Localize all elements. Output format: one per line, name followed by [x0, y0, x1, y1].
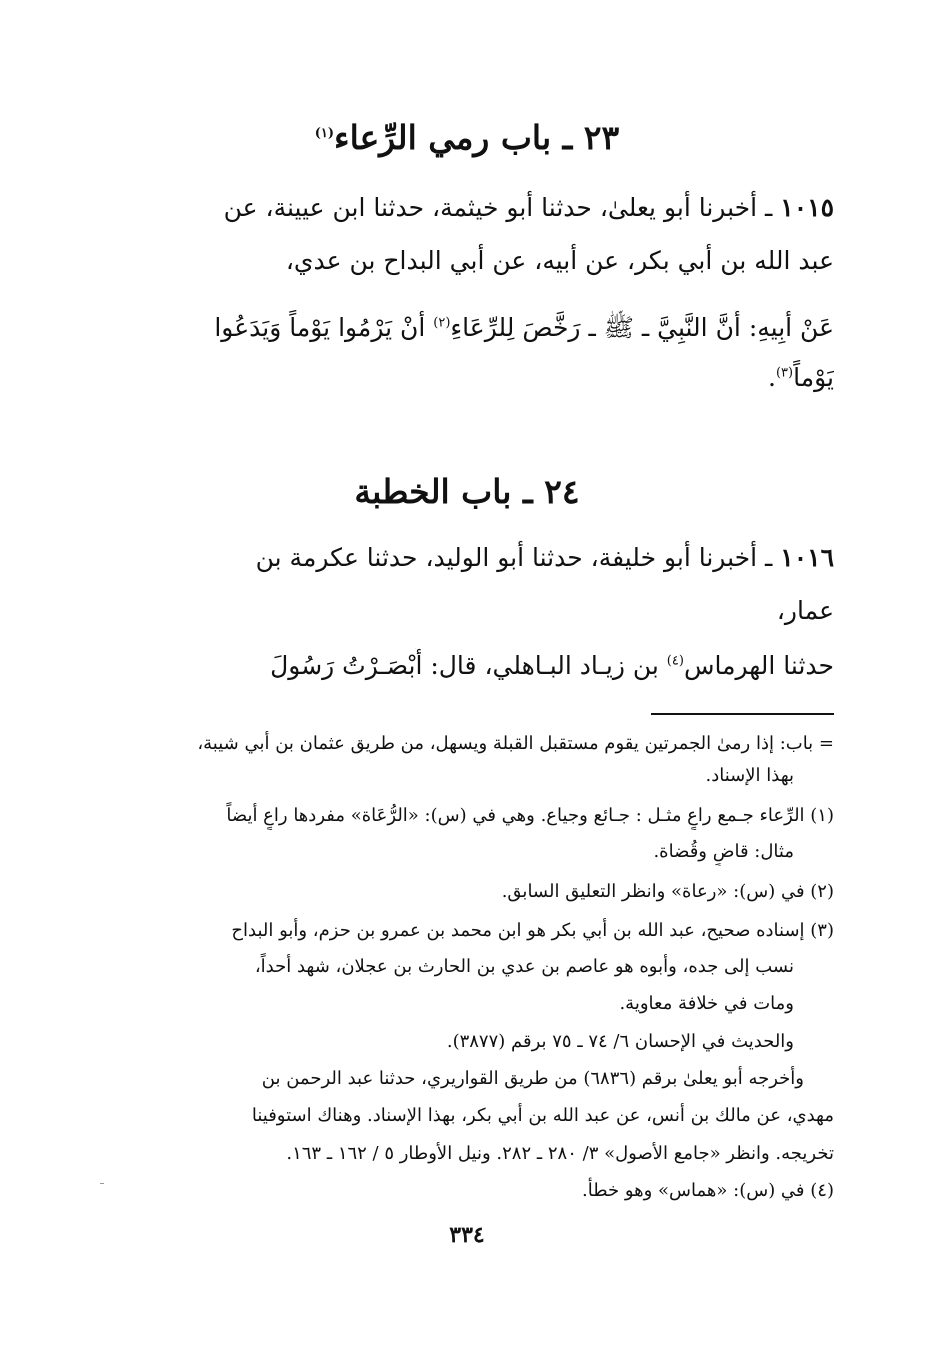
hadith-1016-text-3b: بن زيـاد البـاهلي، قال: أَبْصَـرْتُ رَسُولَ — [270, 651, 667, 680]
chapter-heading-24-text: ٢٤ ـ باب الخطبة — [354, 472, 580, 511]
scan-speck — [100, 1183, 104, 1184]
hadith-1016-text-3a: حدثنا الهرماس — [683, 651, 834, 680]
footnote-continuation-line-2: بهذا الإسناد. — [705, 765, 794, 786]
hadith-1016-line-2 — [104, 593, 834, 629]
chapter-heading-24 — [0, 472, 934, 512]
hadith-1015-text-3b: أَنْ يَرْمُوا يَوْماً وَيَدَعُوا — [214, 313, 434, 342]
hadith-1015-text-4a: يَوْماً — [793, 363, 834, 392]
footnote-ref-4[interactable]: (٤) — [666, 653, 684, 669]
footnote-separator — [651, 713, 834, 715]
footnote-4: (٤) في (س): «هماس» وهو خطأ. — [582, 1180, 834, 1201]
hadith-1016-text-1: ـ أخبرنا أبو خليفة، حدثنا أبو الوليد، حدثنا عكرمة بن — [255, 543, 773, 572]
footnote-3-line-7: تخريجه. وانظر «جامع الأصول» ٣/ ٢٨٠ ـ ٢٨٢. ونيل الأوطار ٥ / ١٦٢ ـ ١٦٣. — [286, 1143, 834, 1164]
hadith-1015-text-3a: عَنْ أَبِيهِ: أَنَّ النَّبِيَّ ـ ﷺ ـ رَخَّصَ لِلرِّعَاءِ — [450, 313, 834, 342]
footnote-3-line-2: نسب إلى جده، وأبوه هو عاصم بن عدي بن الحارث بن عجلان، شهد أحداً، — [254, 956, 794, 977]
hadith-number-1015: ١٠١٥ — [780, 193, 834, 222]
hadith-1015-line-1 — [104, 190, 834, 226]
hadith-number-1016: ١٠١٦ — [780, 543, 834, 572]
hadith-1015-text-2: عبد الله بن أبي بكر، عن أبيه، عن أبي البداح بن عدي، — [285, 246, 834, 275]
footnote-2: (٢) في (س): «رعاة» وانظر التعليق السابق. — [501, 881, 834, 902]
footnote-ref-2[interactable]: (٢) — [433, 315, 451, 331]
chapter-heading-23-text: ٢٣ ـ باب رمي الرِّعاء — [334, 118, 620, 157]
hadith-1016-line-1 — [104, 540, 834, 576]
footnote-ref-1[interactable]: (١) — [314, 126, 335, 141]
hadith-1015-text-4b: . — [768, 363, 776, 392]
hadith-1016-line-3 — [104, 648, 834, 684]
hadith-1016-text-2: عمار، — [776, 596, 834, 625]
footnote-1-line-1: (١) الرِّعاء جـمع راعٍ مثـل : جـائع وجياع. وهي في (س): «الرُّعَاة» مفردها راعٍ أيضاً — [226, 805, 834, 826]
chapter-heading-23 — [0, 118, 934, 158]
page-number: ٣٣٤ — [449, 1222, 485, 1248]
hadith-1015-line-2 — [104, 243, 834, 279]
footnote-3-line-3: ومات في خلافة معاوية. — [619, 993, 794, 1014]
footnote-continuation-line-1: = باب: إذا رمىٰ الجمرتين يقوم مستقبل القبلة ويسهل، من طريق عثمان بن أبي شيبة، — [197, 733, 834, 754]
footnote-3-line-5: وأخرجه أبو يعلىٰ برقم (٦٨٣٦) من طريق القواريري، حدثنا عبد الرحمن بن — [261, 1068, 804, 1089]
hadith-1015-line-4 — [104, 360, 834, 396]
footnote-ref-3[interactable]: (٣) — [775, 365, 794, 381]
footnote-3-line-6: مهدي، عن مالك بن أنس، عن عبد الله بن أبي بكر، بهذا الإسناد. وهناك استوفينا — [251, 1105, 834, 1126]
footnote-3-line-1: (٣) إسناده صحيح، عبد الله بن أبي بكر هو ابن محمد بن عمرو بن حزم، وأبو البداح — [231, 920, 834, 941]
hadith-1015-text-1: ـ أخبرنا أبو يعلىٰ، حدثنا أبو خيثمة، حدثنا ابن عيينة، عن — [223, 193, 773, 222]
footnote-3-line-4: والحديث في الإحسان ٦/ ٧٤ ـ ٧٥ برقم (٣٨٧٧). — [446, 1031, 794, 1052]
hadith-1015-line-3 — [104, 310, 834, 346]
footnote-1-line-2: مثال: قاضٍ وقُضاة. — [653, 841, 794, 862]
